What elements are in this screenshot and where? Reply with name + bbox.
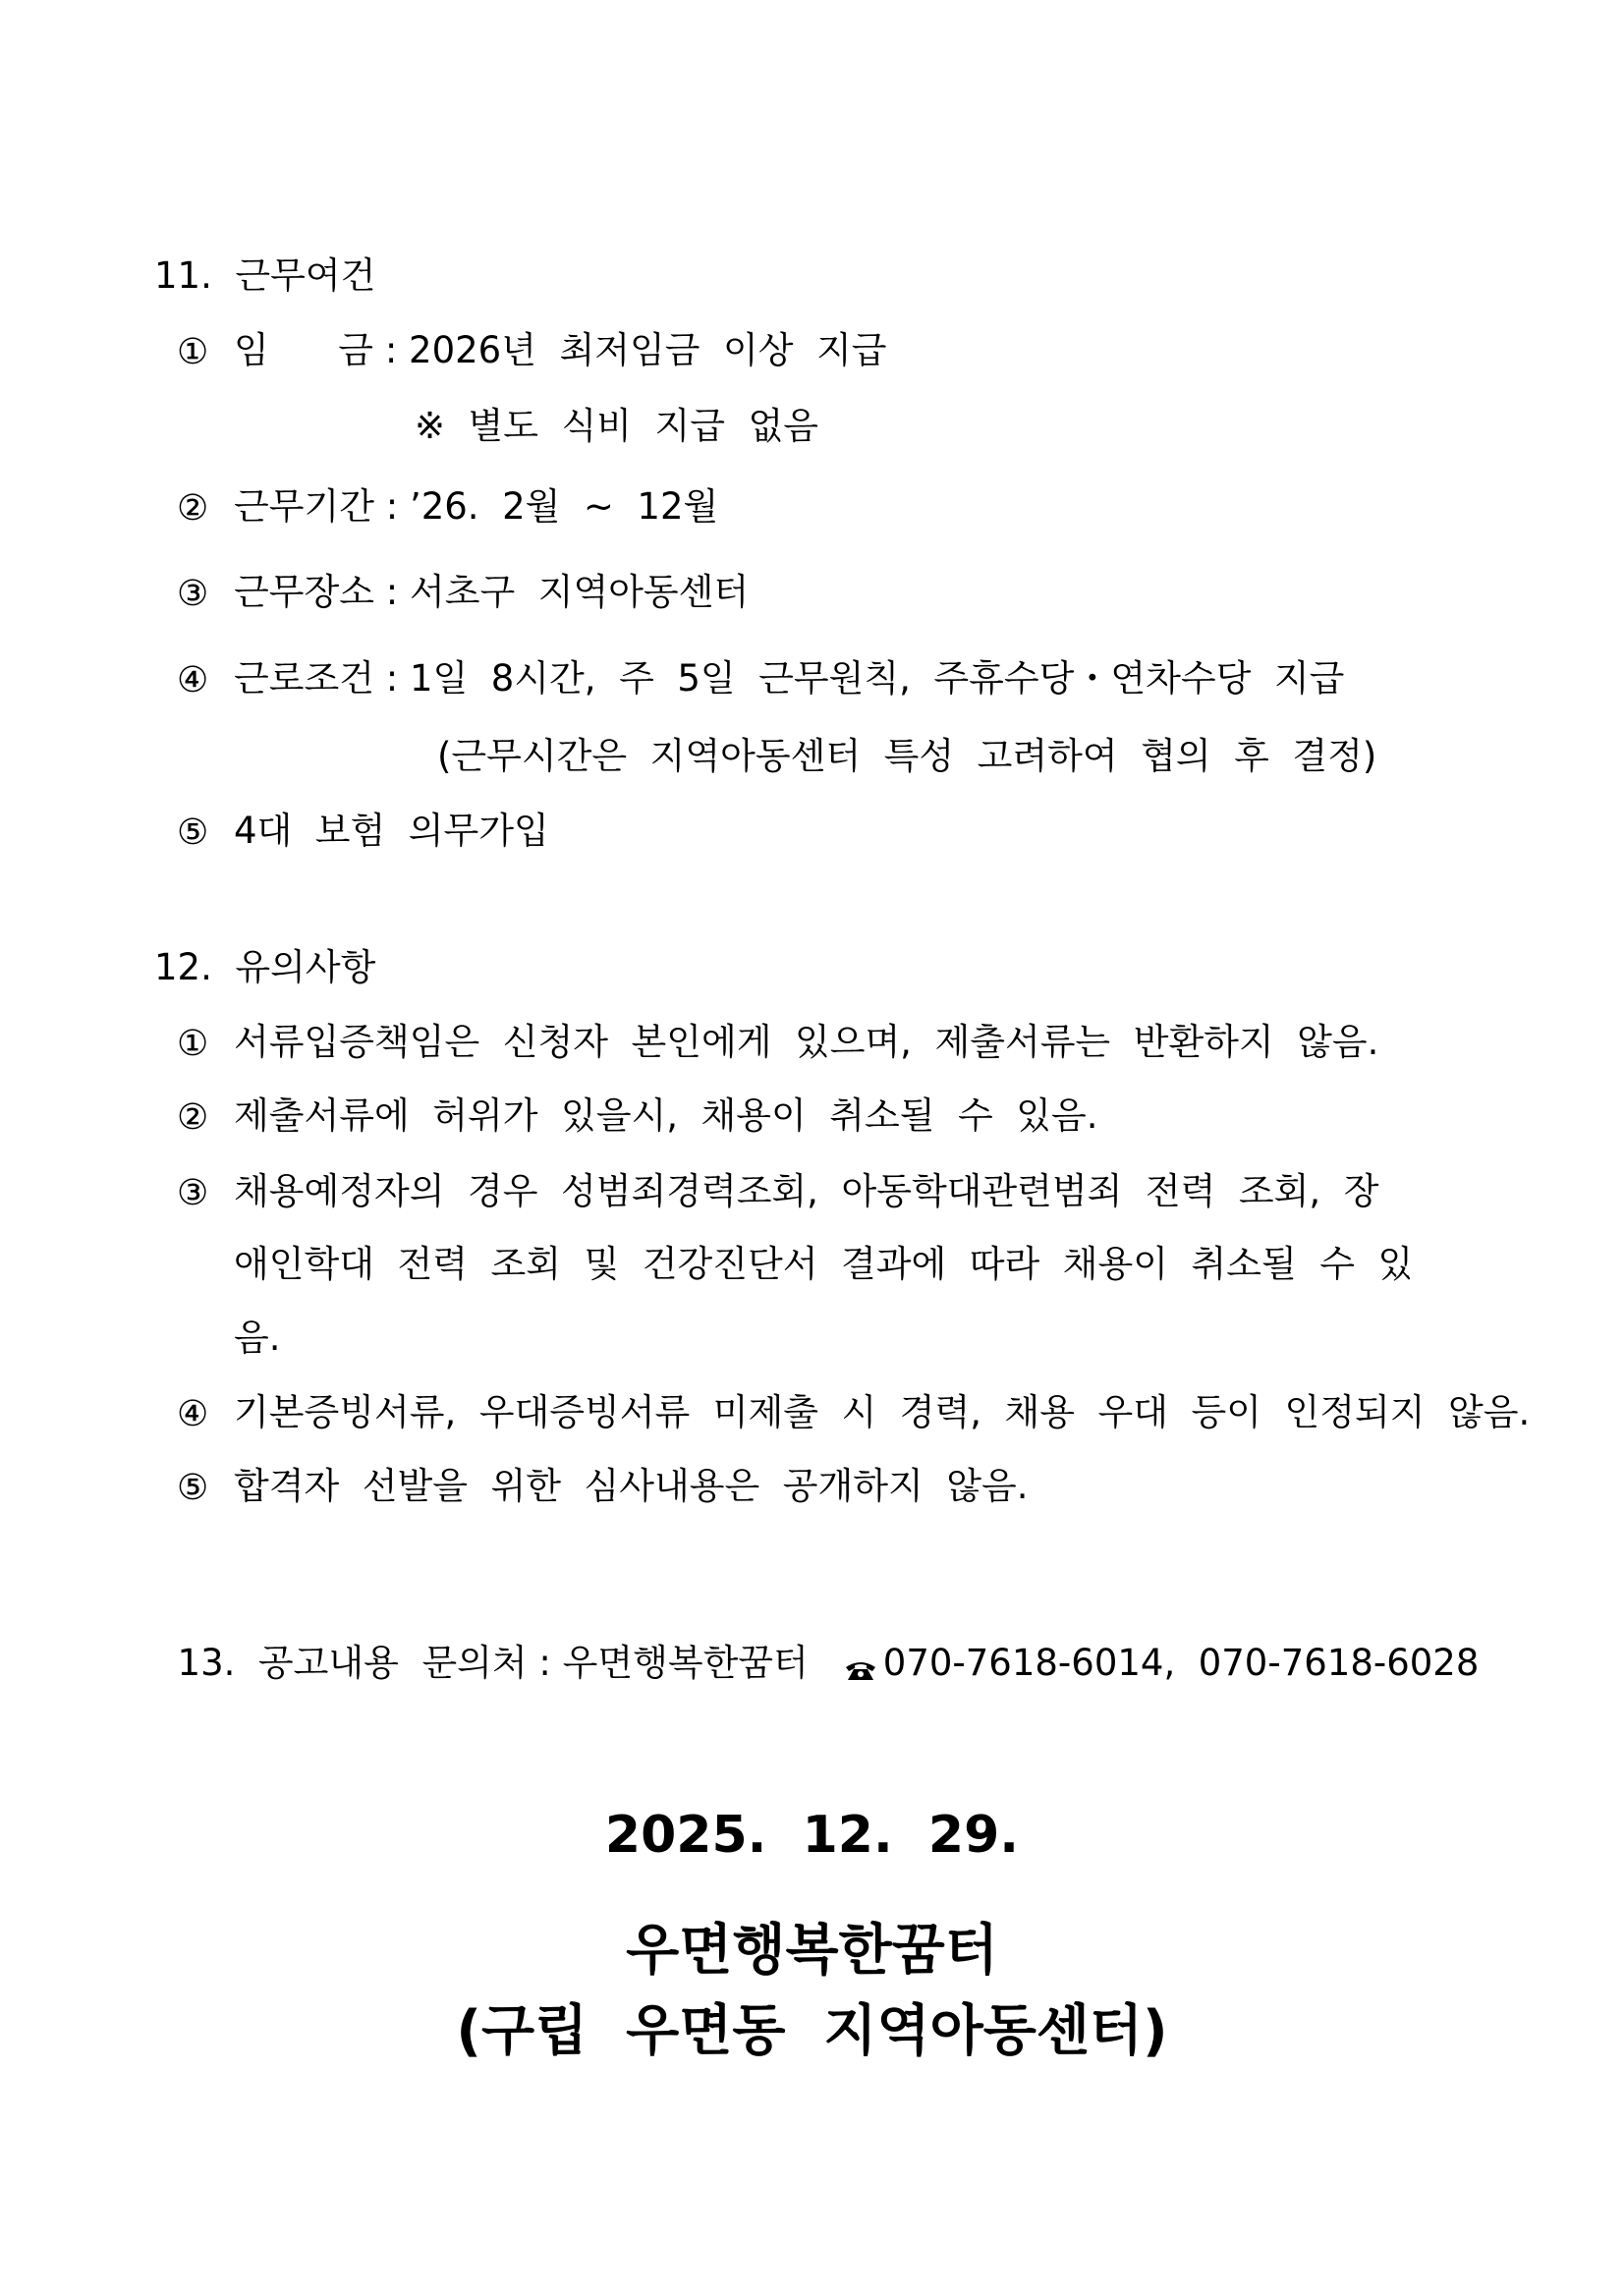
- contact-phones: 070-7618-6014, 070-7618-6028: [882, 1642, 1480, 1684]
- item-marker: ①: [177, 1024, 209, 1064]
- notice-item-line: 애인학대 전력 조회 및 건강진단서 결과에 따라 채용이 취소될 수 있: [234, 1243, 1414, 1285]
- item-marker: ③: [177, 574, 209, 614]
- telephone-icon: [844, 1652, 877, 1675]
- notice-item: 기본증빙서류, 우대증빙서류 미제출 시 경력, 채용 우대 등이 인정되지 않음.: [234, 1391, 1531, 1433]
- item-marker: ①: [177, 332, 209, 372]
- section-12-title: 12. 유의사항: [154, 946, 376, 988]
- item-marker: ②: [177, 1097, 209, 1138]
- notice-item-line: 음.: [234, 1316, 281, 1359]
- contact-label: 13. 공고내용 문의처 : 우면행복한꿈터: [177, 1642, 809, 1684]
- insurance-item: 4대 보험 의무가입: [234, 810, 549, 852]
- notice-item: 제출서류에 허위가 있을시, 채용이 취소될 수 있음.: [234, 1094, 1098, 1137]
- notice-item: 서류입증책임은 신청자 본인에게 있으며, 제출서류는 반환하지 않음.: [234, 1021, 1379, 1063]
- work-hours-note: (근무시간은 지역아동센터 특성 고려하여 협의 후 결정): [437, 735, 1377, 777]
- meal-note: ※ 별도 식비 지급 없음: [415, 405, 819, 447]
- notice-item-line: 채용예정자의 경우 성범죄경력조회, 아동학대관련범죄 전력 조회, 장: [234, 1170, 1379, 1212]
- item-marker: ⑤: [177, 1468, 209, 1508]
- organization-name: 우면행복한꿈터: [626, 1919, 998, 1983]
- notice-item: 합격자 선발을 위한 심사내용은 공개하지 않음.: [234, 1465, 1029, 1507]
- work-place-item: 근무장소 : 서초구 지역아동센터: [234, 571, 750, 613]
- item-marker: ②: [177, 488, 209, 529]
- item-marker: ⑤: [177, 812, 209, 853]
- item-marker: ③: [177, 1173, 209, 1213]
- section-11-title: 11. 근무여건: [154, 254, 376, 297]
- organization-subname: (구립 우면동 지역아동센터): [456, 1999, 1168, 2063]
- wage-item: 임 금 : 2026년 최저임금 이상 지급: [234, 329, 887, 371]
- announcement-date: 2025. 12. 29.: [604, 1806, 1020, 1865]
- contact-line: [154, 1608, 1480, 1684]
- work-conditions-item: 근로조건 : 1일 8시간, 주 5일 근무원칙, 주휴수당・연차수당 지급: [234, 657, 1345, 700]
- item-marker: ④: [177, 1394, 209, 1434]
- work-period-item: 근무기간 : ’26. 2월 ~ 12월: [234, 485, 719, 528]
- item-marker: ④: [177, 660, 209, 700]
